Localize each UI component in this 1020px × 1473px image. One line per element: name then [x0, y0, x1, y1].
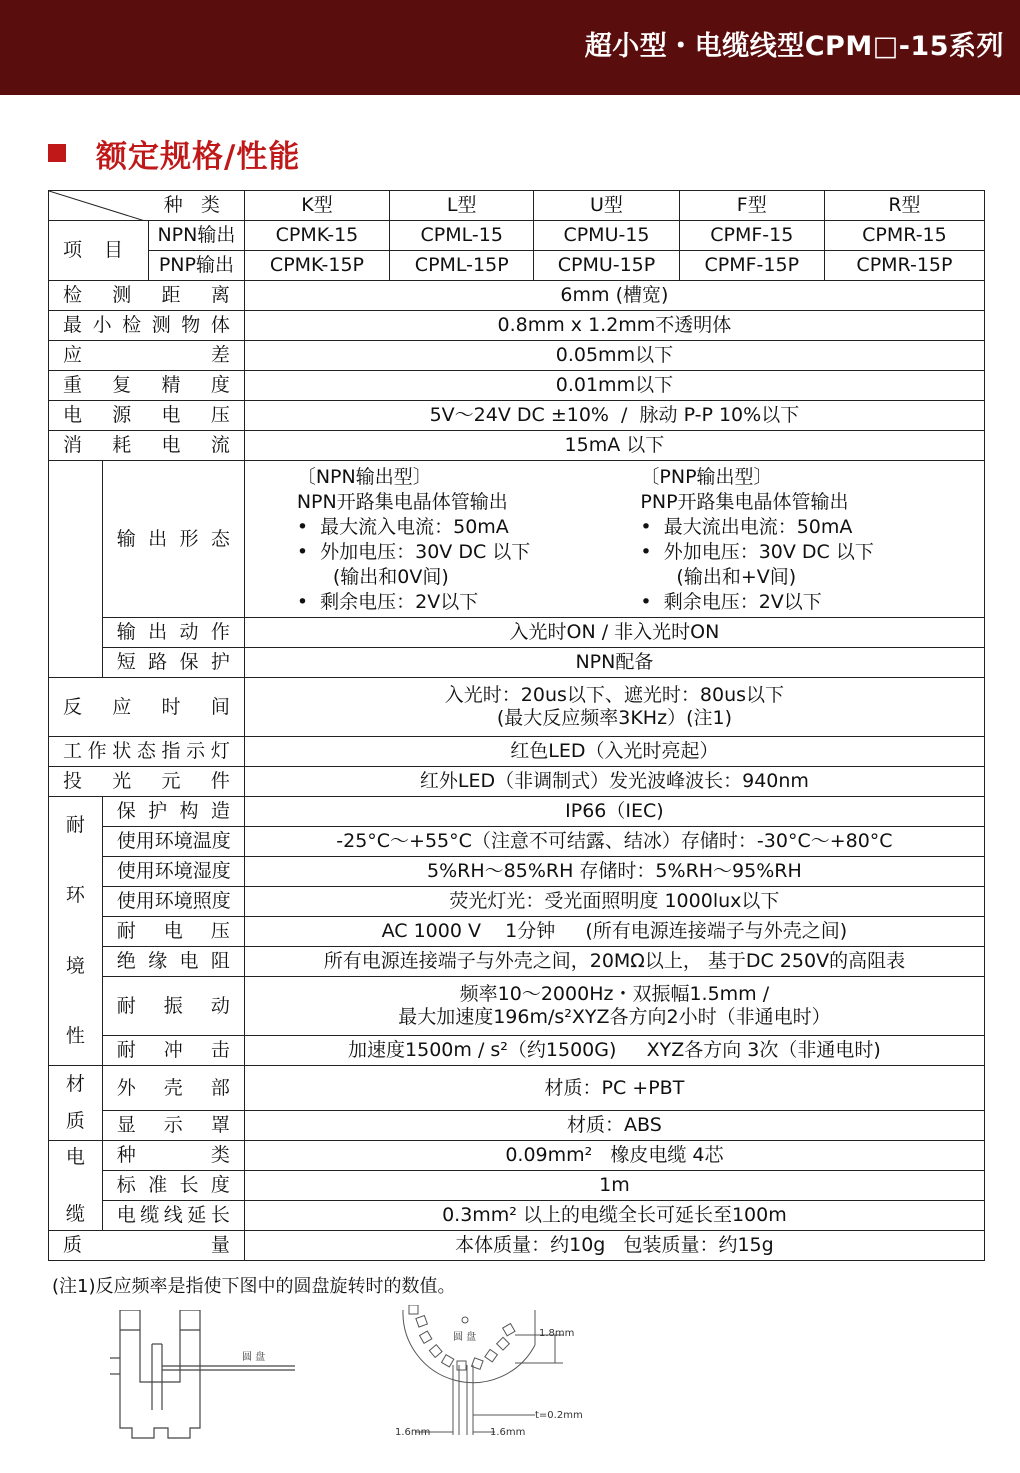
row-value: 0.01mm以下 — [244, 371, 984, 401]
table-row — [49, 1171, 985, 1201]
row-value: 0.3mm² 以上的电缆全长可延长至100m — [244, 1201, 984, 1231]
type-u: U型 — [534, 191, 679, 221]
row-value: 加速度1500m / s²（约1500G) XYZ各方向 3次（非通电时) — [244, 1036, 984, 1066]
row-label: 质量 — [49, 1231, 245, 1261]
row-label: 耐冲击 — [102, 1036, 244, 1066]
npn-model-l: CPML-15 — [390, 221, 534, 251]
table-row — [49, 431, 985, 461]
item-label: 项 目 — [49, 221, 149, 281]
npn-model-f: CPMF-15 — [679, 221, 824, 251]
row-label: 使用环境湿度 — [102, 857, 244, 887]
table-row — [49, 371, 985, 401]
disk-label-left: 圆 盘 — [242, 1352, 266, 1363]
row-label: 使用环境温度 — [102, 827, 244, 857]
output-form-cell — [244, 461, 984, 618]
table-row — [49, 797, 985, 827]
row-label: 显示罩 — [102, 1111, 244, 1141]
type-f: F型 — [679, 191, 824, 221]
table-row — [49, 281, 985, 311]
table-row — [49, 341, 985, 371]
row-label: 使用环境照度 — [102, 887, 244, 917]
row-label: 反应时间 — [49, 678, 245, 737]
type-header-label: 种 类 — [163, 194, 226, 216]
row-label: 消耗电流 — [49, 431, 245, 461]
dim-1-6mm-left: 1.6mm — [395, 1427, 431, 1438]
row-label: 重复精度 — [49, 371, 245, 401]
row-value: 入光时：20us以下、遮光时：80us以下 (最大反应频率3KHz）(注1) — [244, 678, 984, 737]
table-row — [49, 221, 985, 251]
npn-output-spec: 〔NPN输出型〕 NPN开路集电晶体管输出 • 最大流入电流：50mA • 外加电压：30V DC 以下 (输出和0V间) • 剩余电压：2V以下 — [296, 466, 531, 613]
row-label: 电缆线延长 — [102, 1201, 244, 1231]
row-value: 15mA 以下 — [244, 431, 984, 461]
table-row — [49, 461, 985, 618]
npn-model-k: CPMK-15 — [244, 221, 389, 251]
table-row — [49, 857, 985, 887]
table-row — [49, 648, 985, 678]
table-row — [49, 827, 985, 857]
row-label: 投光元件 — [49, 767, 245, 797]
row-value: 0.8mm x 1.2mm不透明体 — [244, 311, 984, 341]
table-row — [49, 1036, 985, 1066]
pnp-model-k: CPMK-15P — [244, 251, 389, 281]
disk-dimension-figure — [395, 1305, 625, 1445]
table-row — [49, 1141, 985, 1171]
table-row — [49, 618, 985, 648]
npn-model-u: CPMU-15 — [534, 221, 679, 251]
table-row — [49, 311, 985, 341]
sensor-disk-figure — [110, 1310, 310, 1440]
row-label: 输出形态 — [102, 461, 244, 618]
section-title: 额定规格/性能 — [96, 138, 301, 175]
row-label: 工作状态指示灯 — [49, 737, 245, 767]
table-row — [49, 767, 985, 797]
row-value: 红色LED（入光时亮起） — [244, 737, 984, 767]
row-label: 最小检测物体 — [49, 311, 245, 341]
section-heading — [48, 133, 300, 173]
type-l: L型 — [390, 191, 534, 221]
row-label: 保护构造 — [102, 797, 244, 827]
row-value: 所有电源连接端子与外壳之间，20MΩ以上， 基于DC 250V的高阻表 — [244, 947, 984, 977]
output-group-blank — [49, 461, 103, 678]
table-row — [49, 887, 985, 917]
pnp-model-f: CPMF-15P — [679, 251, 824, 281]
npn-output-label: NPN输出 — [149, 221, 245, 251]
row-label: 种类 — [102, 1141, 244, 1171]
table-row — [49, 1111, 985, 1141]
table-row — [49, 1066, 985, 1111]
npn-model-r: CPMR-15 — [824, 221, 984, 251]
row-value: 1m — [244, 1171, 984, 1201]
row-value: 6mm (槽宽) — [244, 281, 984, 311]
row-value: 材质：PC +PBT — [244, 1066, 984, 1111]
row-value: 荧光灯光：受光面照明度 1000lux以下 — [244, 887, 984, 917]
dim-1-6mm-right: 1.6mm — [490, 1427, 526, 1438]
disk-label-right: 圆 盘 — [453, 1332, 477, 1343]
row-value: 5V～24V DC ±10% / 脉动 P-P 10%以下 — [244, 401, 984, 431]
pnp-model-u: CPMU-15P — [534, 251, 679, 281]
row-value: 0.09mm² 橡皮电缆 4芯 — [244, 1141, 984, 1171]
pnp-output-label: PNP输出 — [149, 251, 245, 281]
table-row — [49, 251, 985, 281]
table-row — [49, 1231, 985, 1261]
series-title: 超小型・电缆线型CPM□-15系列 — [584, 31, 1004, 62]
row-value: 红外LED（非调制式）发光波峰波长：940nm — [244, 767, 984, 797]
square-bullet-icon — [48, 144, 66, 162]
row-label: 外壳部 — [102, 1066, 244, 1111]
pnp-model-r: CPMR-15P — [824, 251, 984, 281]
row-label: 电源电压 — [49, 401, 245, 431]
pnp-output-spec: 〔PNP输出型〕 PNP开路集电晶体管输出 • 最大流出电流：50mA • 外加电压：30V DC 以下 (输出和+V间) • 剩余电压：2V以下 — [640, 466, 874, 613]
type-k: K型 — [244, 191, 389, 221]
table-row — [49, 917, 985, 947]
material-group-label: 材 质 — [49, 1066, 103, 1141]
row-label: 应差 — [49, 341, 245, 371]
header-bar — [0, 0, 1020, 95]
row-label: 标准长度 — [102, 1171, 244, 1201]
footnote: (注1)反应频率是指使下图中的圆盘旋转时的数值。 — [52, 1276, 456, 1297]
row-value: 材质：ABS — [244, 1111, 984, 1141]
row-label: 输出动作 — [102, 618, 244, 648]
diagonal-line — [49, 191, 244, 221]
spec-table — [48, 190, 985, 1261]
row-value: NPN配备 — [244, 648, 984, 678]
row-value: 5%RH～85%RH 存储时：5%RH～95%RH — [244, 857, 984, 887]
row-value: -25°C～+55°C（注意不可结露、结冰）存储时：-30°C～+80°C — [244, 827, 984, 857]
pnp-model-l: CPML-15P — [390, 251, 534, 281]
row-label: 绝缘电阻 — [102, 947, 244, 977]
row-value: AC 1000 V 1分钟 (所有电源连接端子与外壳之间) — [244, 917, 984, 947]
row-value: IP66（IEC) — [244, 797, 984, 827]
table-row — [49, 977, 985, 1036]
env-group-label: 耐 环 境 性 — [49, 797, 103, 1066]
row-label: 检测距离 — [49, 281, 245, 311]
dim-thickness: t=0.2mm — [535, 1410, 583, 1421]
row-label: 耐振动 — [102, 977, 244, 1036]
dim-1-8mm: 1.8mm — [539, 1328, 575, 1339]
row-label: 短路保护 — [102, 648, 244, 678]
row-label: 耐电压 — [102, 917, 244, 947]
row-value: 入光时ON / 非入光时ON — [244, 618, 984, 648]
row-value: 0.05mm以下 — [244, 341, 984, 371]
row-value: 频率10～2000Hz・双振幅1.5mm / 最大加速度196m/s²XYZ各方向2小时（非通电时） — [244, 977, 984, 1036]
corner-cell — [49, 191, 245, 221]
table-row — [49, 947, 985, 977]
cable-group-label: 电 缆 — [49, 1141, 103, 1231]
type-r: R型 — [824, 191, 984, 221]
table-row — [49, 1201, 985, 1231]
table-row — [49, 678, 985, 737]
row-value: 本体质量：约10g 包装质量：约15g — [244, 1231, 984, 1261]
table-row — [49, 737, 985, 767]
table-row — [49, 401, 985, 431]
table-row — [49, 191, 985, 221]
